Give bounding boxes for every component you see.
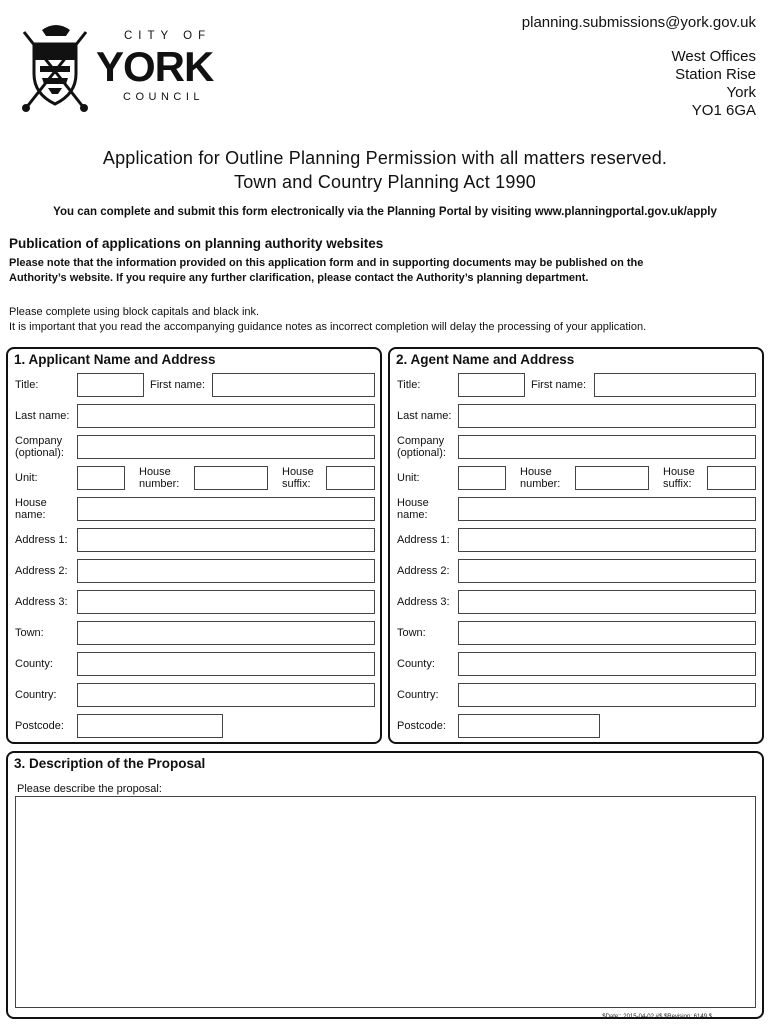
- instructions-line: Please complete using block capitals and black ink.: [9, 306, 260, 318]
- house-name-label-line: name:: [15, 509, 46, 521]
- house-number-label-line: House: [520, 466, 552, 478]
- address1-label: Address 1:: [397, 534, 450, 546]
- instructions: [9, 305, 646, 335]
- description-label: Please describe the proposal:: [17, 783, 162, 795]
- first-name-label: First name:: [531, 379, 587, 391]
- applicant-house-suffix-field[interactable]: [326, 466, 375, 490]
- county-label: County:: [15, 658, 53, 670]
- house-suffix-label: [663, 466, 695, 490]
- contact-email[interactable]: planning.submissions@york.gov.uk: [521, 14, 756, 31]
- house-suffix-label-line: suffix:: [282, 478, 311, 490]
- unit-label: Unit:: [397, 472, 420, 484]
- section-title: 3. Description of the Proposal: [14, 756, 206, 771]
- agent-first-name-field[interactable]: [594, 373, 756, 397]
- applicant-postcode-field[interactable]: [77, 714, 223, 738]
- address1-label: Address 1:: [15, 534, 68, 546]
- house-number-label-line: number:: [520, 478, 561, 490]
- publication-note-line: Authority’s website. If you require any further clarification, please contact the Authority’s planning department.: [9, 272, 589, 284]
- company-label-line: Company: [397, 435, 445, 447]
- house-number-label-line: House: [139, 466, 171, 478]
- address2-label: Address 2:: [397, 565, 450, 577]
- applicant-county-field[interactable]: [77, 652, 375, 676]
- form-title: Application for Outline Planning Permission with all matters reserved.: [102, 148, 668, 168]
- first-name-label: First name:: [150, 379, 206, 391]
- unit-label: Unit:: [15, 472, 38, 484]
- applicant-town-field[interactable]: [77, 621, 375, 645]
- address2-label: Address 2:: [15, 565, 68, 577]
- house-suffix-label: [282, 466, 314, 490]
- applicant-unit-field[interactable]: [77, 466, 125, 490]
- agent-last-name-field[interactable]: [458, 404, 756, 428]
- house-number-label-line: number:: [139, 478, 180, 490]
- publication-note: [9, 256, 749, 286]
- house-name-label: [15, 497, 47, 521]
- address-line: West Offices: [671, 48, 756, 65]
- agent-title-field[interactable]: [458, 373, 525, 397]
- agent-house-suffix-field[interactable]: [707, 466, 756, 490]
- company-label-line: (optional):: [397, 447, 446, 459]
- form-subtitle: Town and Country Planning Act 1990: [234, 172, 536, 192]
- address-line: Station Rise: [675, 66, 756, 83]
- company-label-line: (optional):: [15, 447, 64, 459]
- instructions-line: It is important that you read the accompanying guidance notes as incorrect completion will delay the processing of your application.: [9, 321, 647, 333]
- council-address: [522, 14, 756, 120]
- town-label: Town:: [15, 627, 44, 639]
- address3-label: Address 3:: [397, 596, 450, 608]
- logo-york: YORK: [96, 43, 214, 90]
- house-number-label: [520, 466, 560, 490]
- agent-house-number-field[interactable]: [575, 466, 649, 490]
- last-name-label: Last name:: [15, 410, 70, 422]
- last-name-label: Last name:: [397, 410, 452, 422]
- section-title: 2. Agent Name and Address: [396, 352, 575, 367]
- postcode-label: Postcode:: [397, 720, 446, 732]
- country-label: Country:: [397, 689, 439, 701]
- applicant-first-name-field[interactable]: [212, 373, 375, 397]
- description-section: [6, 751, 764, 1019]
- revision-footer: $Date:: 2015-04-02 #$ $Revision: 6149 $: [602, 1014, 712, 1020]
- house-name-label-line: House: [397, 497, 429, 509]
- agent-postcode-field[interactable]: [458, 714, 600, 738]
- applicant-address1-field[interactable]: [77, 528, 375, 552]
- town-label: Town:: [397, 627, 426, 639]
- agent-address3-field[interactable]: [458, 590, 756, 614]
- applicant-house-name-field[interactable]: [77, 497, 375, 521]
- logo-city-of: CITY OF: [124, 30, 212, 42]
- section-title: 1. Applicant Name and Address: [14, 352, 216, 367]
- address3-label: Address 3:: [15, 596, 68, 608]
- agent-town-field[interactable]: [458, 621, 756, 645]
- agent-company-field[interactable]: [458, 435, 756, 459]
- planning-portal-note: You can complete and submit this form electronically via the Planning Portal by visiting www.planningportal.gov.uk/apply: [53, 206, 717, 218]
- agent-country-field[interactable]: [458, 683, 756, 707]
- applicant-address2-field[interactable]: [77, 559, 375, 583]
- publication-note-line: Please note that the information provided on this application form and in supporting documents may be published on the: [9, 257, 644, 269]
- applicant-title-field[interactable]: [77, 373, 144, 397]
- country-label: Country:: [15, 689, 57, 701]
- agent-address2-field[interactable]: [458, 559, 756, 583]
- house-name-label-line: name:: [397, 509, 428, 521]
- house-suffix-label-line: suffix:: [663, 478, 692, 490]
- company-label-line: Company: [15, 435, 63, 447]
- logo-council: COUNCIL: [123, 91, 205, 103]
- applicant-address3-field[interactable]: [77, 590, 375, 614]
- house-name-label-line: House: [15, 497, 47, 509]
- company-label: [397, 435, 446, 459]
- applicant-house-number-field[interactable]: [194, 466, 268, 490]
- applicant-company-field[interactable]: [77, 435, 375, 459]
- agent-address1-field[interactable]: [458, 528, 756, 552]
- agent-section: [388, 347, 764, 744]
- house-suffix-label-line: House: [663, 466, 695, 478]
- address-line: YO1 6GA: [691, 102, 756, 119]
- applicant-country-field[interactable]: [77, 683, 375, 707]
- house-name-label: [397, 497, 429, 521]
- proposal-description-field[interactable]: [15, 796, 756, 1008]
- applicant-section: [6, 347, 382, 744]
- county-label: County:: [397, 658, 435, 670]
- agent-house-name-field[interactable]: [458, 497, 756, 521]
- title-label: Title:: [397, 379, 421, 391]
- agent-county-field[interactable]: [458, 652, 756, 676]
- applicant-last-name-field[interactable]: [77, 404, 375, 428]
- house-number-label: [139, 466, 179, 490]
- york-council-logo: [20, 22, 240, 112]
- company-label: [15, 435, 64, 459]
- city-crest-icon: [20, 22, 90, 112]
- agent-unit-field[interactable]: [458, 466, 506, 490]
- address-line: York: [726, 84, 756, 101]
- publication-heading: Publication of applications on planning authority websites: [9, 236, 384, 251]
- postcode-label: Postcode:: [15, 720, 64, 732]
- house-suffix-label-line: House: [282, 466, 314, 478]
- title-label: Title:: [15, 379, 39, 391]
